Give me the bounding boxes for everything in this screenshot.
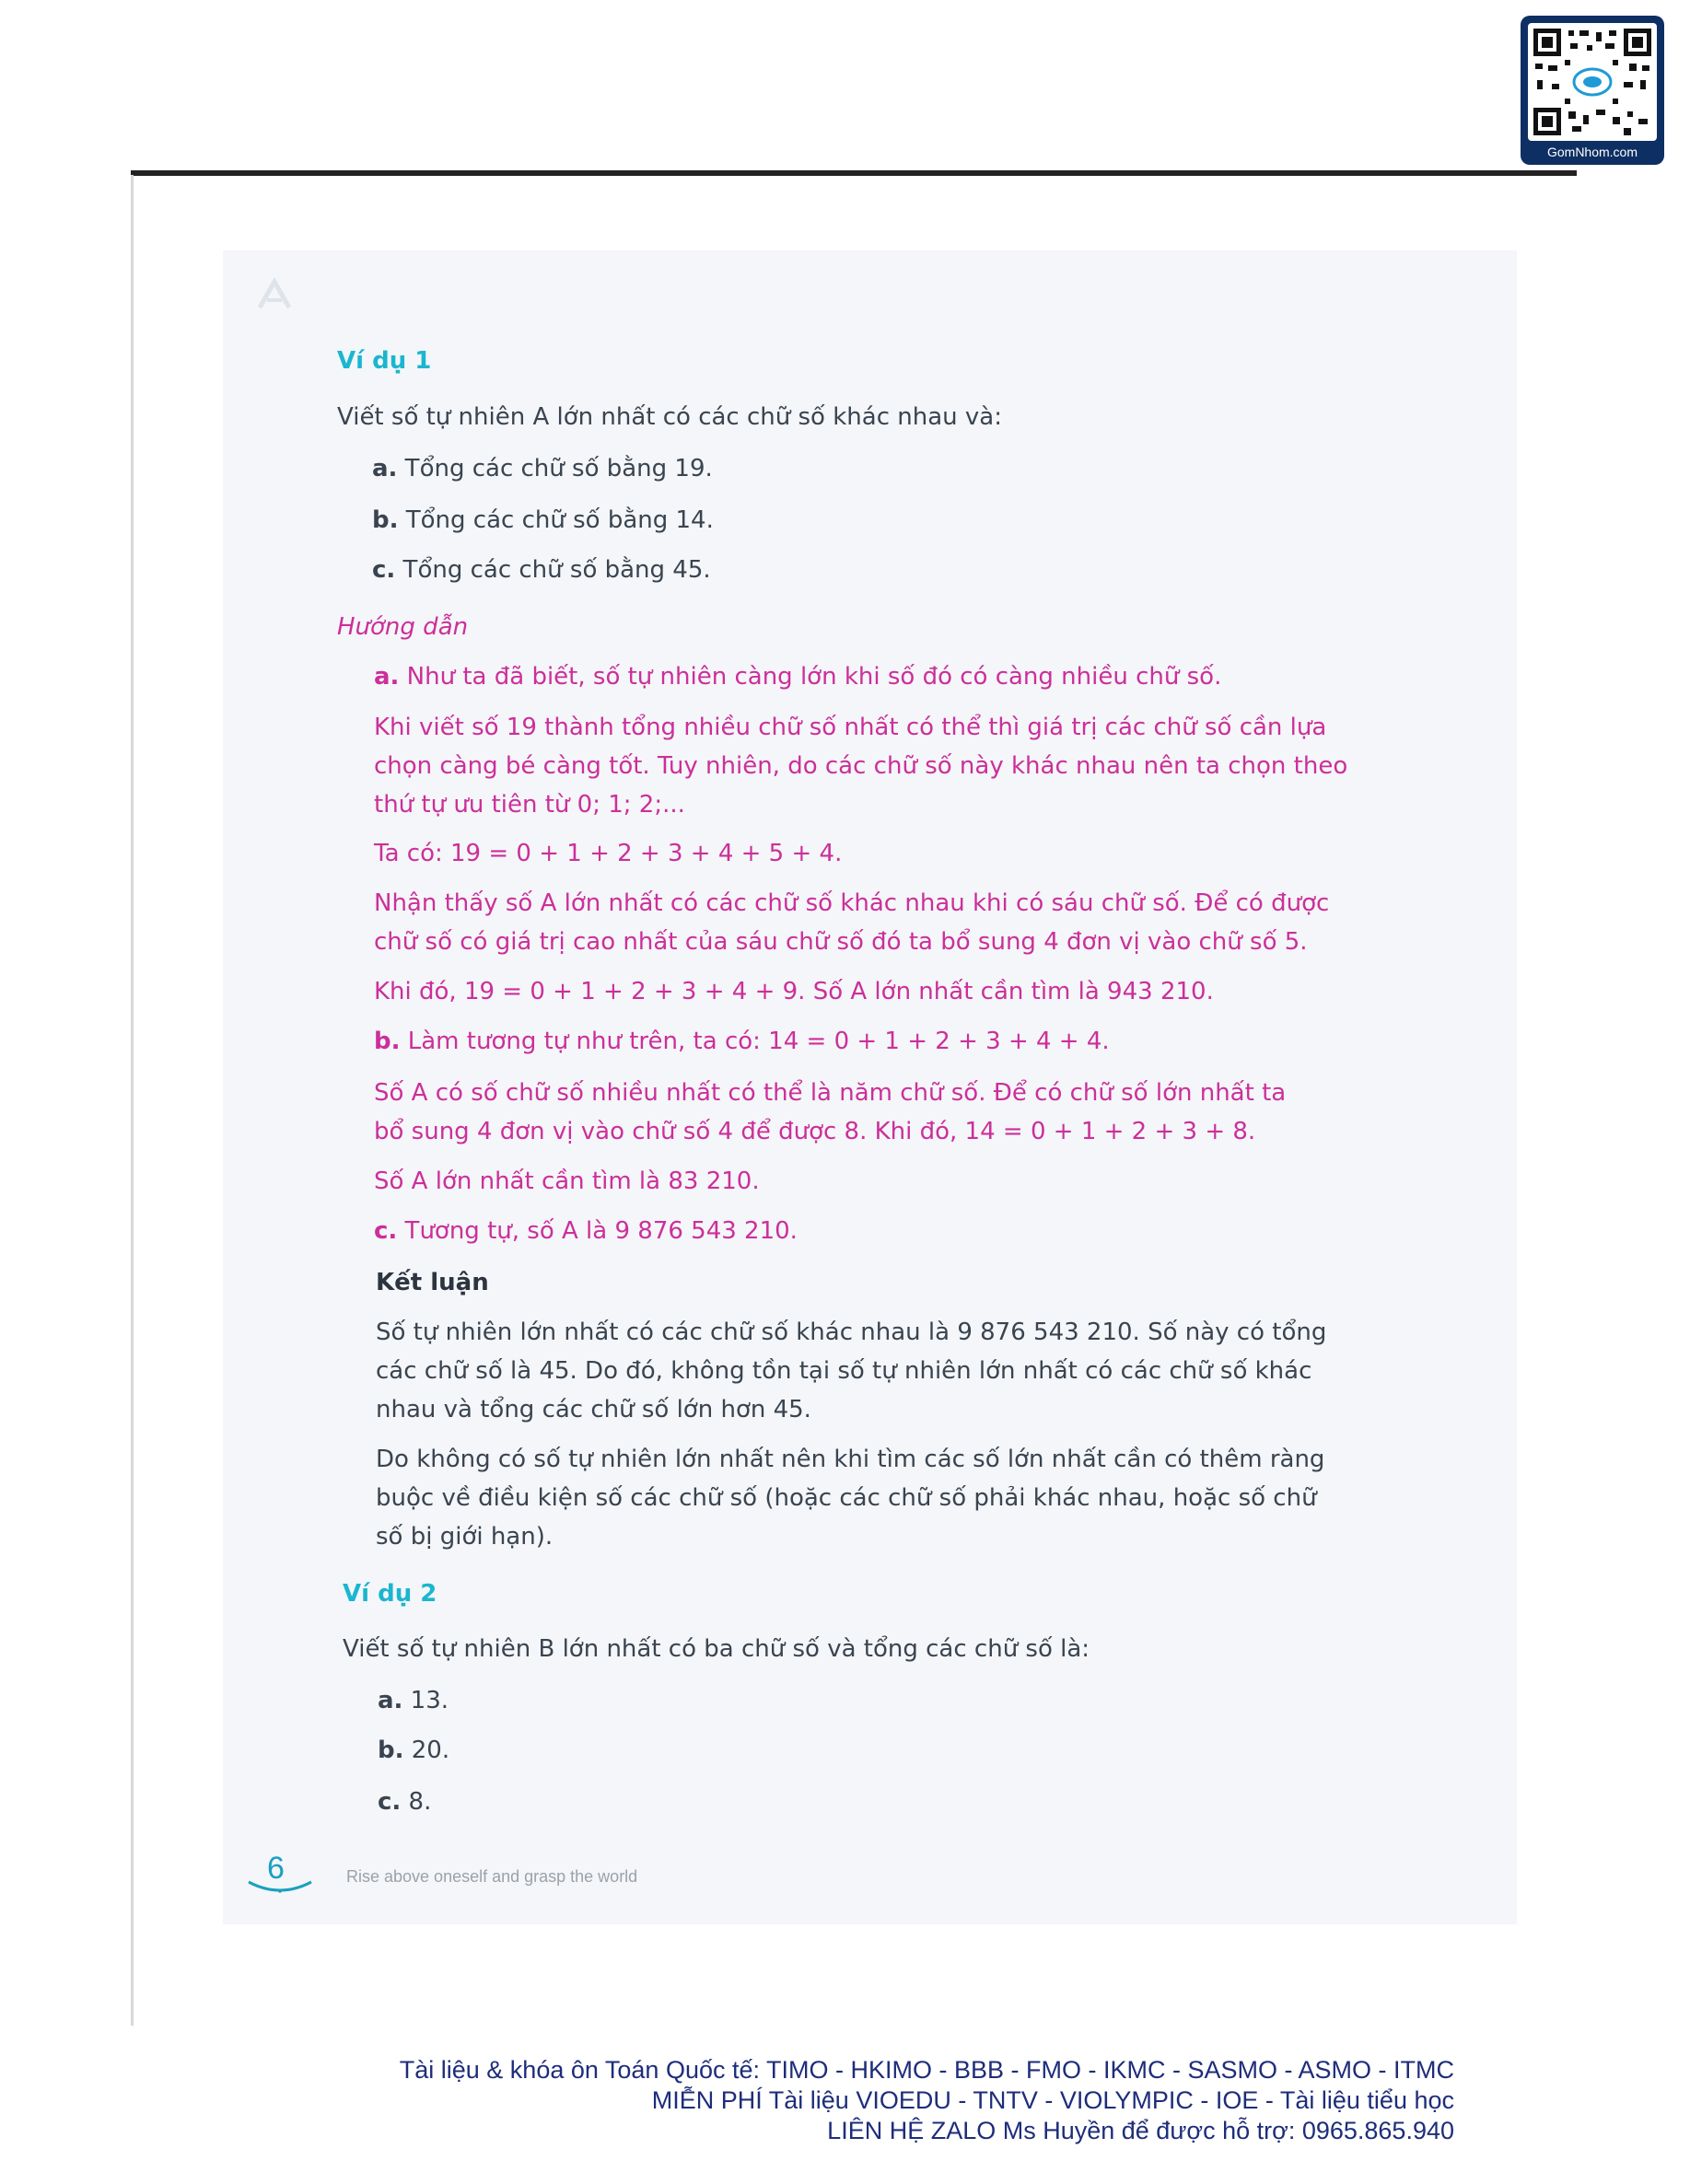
guide-khi-do: Khi đó, 19 = 0 + 1 + 2 + 3 + 4 + 9. Số A lớn nhất cần tìm là 943 210. xyxy=(374,978,1214,1005)
conclusion-para-1-line-3: nhau và tổng các chữ số lớn hơn 45. xyxy=(376,1396,811,1423)
guide-para-3-line-2: bổ sung 4 đơn vị vào chữ số 4 để được 8. Khi đó, 14 = 0 + 1 + 2 + 3 + 8. xyxy=(374,1118,1256,1145)
example-2-item-c: c. 8. xyxy=(378,1788,432,1816)
conclusion-para-1-line-1: Số tự nhiên lớn nhất có các chữ số khác nhau là 9 876 543 210. Số này có tổng xyxy=(376,1319,1327,1346)
conclusion-para-2-line-2: buộc về điều kiện số các chữ số (hoặc các chữ số phải khác nhau, hoặc số chữ xyxy=(376,1484,1317,1512)
conclusion-heading: Kết luận xyxy=(376,1269,489,1296)
guide-para-1-line-3: thứ tự ưu tiên từ 0; 1; 2;... xyxy=(374,791,685,819)
guide-so-a: Số A lớn nhất cần tìm là 83 210. xyxy=(374,1168,760,1195)
example-1-item-a: a. Tổng các chữ số bằng 19. xyxy=(372,455,713,482)
example-2-item-b: b. 20. xyxy=(378,1737,450,1764)
notice-line-1: Tài liệu & khóa ôn Toán Quốc tế: TIMO - HKIMO - BBB - FMO - IKMC - SASMO - ASMO - ITMC xyxy=(399,2056,1454,2084)
example-2-item-a: a. 13. xyxy=(378,1687,449,1714)
conclusion-para-2-line-3: số bị giới hạn). xyxy=(376,1523,554,1551)
guide-part-b: b. Làm tương tự như trên, ta có: 14 = 0 + 1 + 2 + 3 + 4 + 4. xyxy=(374,1028,1110,1055)
guide-para-1-line-1: Khi viết số 19 thành tổng nhiều chữ số nhất có thể thì giá trị các chữ số cần lựa xyxy=(374,714,1327,741)
qr-code-badge[interactable] xyxy=(1521,16,1664,165)
conclusion-para-1-line-2: các chữ số là 45. Do đó, không tồn tại số tự nhiên lớn nhất có các chữ số khác xyxy=(376,1357,1312,1385)
page-tagline: Rise above oneself and grasp the world xyxy=(346,1867,638,1886)
conclusion-para-2-line-1: Do không có số tự nhiên lớn nhất nên khi tìm các số lớn nhất cần có thêm ràng xyxy=(376,1446,1325,1473)
guide-part-a: a. Như ta đã biết, số tự nhiên càng lớn khi số đó có càng nhiều chữ số. xyxy=(374,663,1222,691)
example-1-item-c: c. Tổng các chữ số bằng 45. xyxy=(372,556,711,584)
example-2-prompt: Viết số tự nhiên B lớn nhất có ba chữ số và tổng các chữ số là: xyxy=(343,1635,1090,1663)
notice-line-2: MIỄN PHÍ Tài liệu VIOEDU - TNTV - VIOLYMPIC - IOE - Tài liệu tiểu học xyxy=(651,2086,1454,2114)
guide-part-c: c. Tương tự, số A là 9 876 543 210. xyxy=(374,1217,798,1245)
example-2-heading: Ví dụ 2 xyxy=(343,1580,437,1608)
scan-left-edge xyxy=(131,175,134,2026)
qr-caption: GomNhom.com xyxy=(1546,145,1638,159)
notice-line-3: LIÊN HỆ ZALO Ms Huyền để được hỗ trợ: 0965.865.940 xyxy=(827,2117,1454,2144)
logo-triangle-icon xyxy=(256,276,293,313)
page-number: 6 xyxy=(267,1851,285,1886)
guide-para-2-line-1: Nhận thấy số A lớn nhất có các chữ số khác nhau khi có sáu chữ số. Để có được xyxy=(374,889,1330,917)
guide-para-3-line-1: Số A có số chữ số nhiều nhất có thể là năm chữ số. Để có chữ số lớn nhất ta xyxy=(374,1079,1287,1107)
example-1-heading: Ví dụ 1 xyxy=(337,347,432,375)
guide-para-1-line-2: chọn càng bé càng tốt. Tuy nhiên, do các chữ số này khác nhau nên ta chọn theo xyxy=(374,752,1348,780)
example-1-item-b: b. Tổng các chữ số bằng 14. xyxy=(372,506,714,534)
qr-code-icon xyxy=(1528,23,1657,141)
guide-para-2-line-2: chữ số có giá trị cao nhất của sáu chữ số đó ta bổ sung 4 đơn vị vào chữ số 5. xyxy=(374,928,1308,956)
scan-top-border xyxy=(131,170,1577,176)
example-1-prompt: Viết số tự nhiên A lớn nhất có các chữ số khác nhau và: xyxy=(337,403,1002,431)
guide-heading: Hướng dẫn xyxy=(337,613,469,641)
guide-ta-co: Ta có: 19 = 0 + 1 + 2 + 3 + 4 + 5 + 4. xyxy=(374,840,843,867)
page-number-arc-icon xyxy=(247,1878,313,1897)
